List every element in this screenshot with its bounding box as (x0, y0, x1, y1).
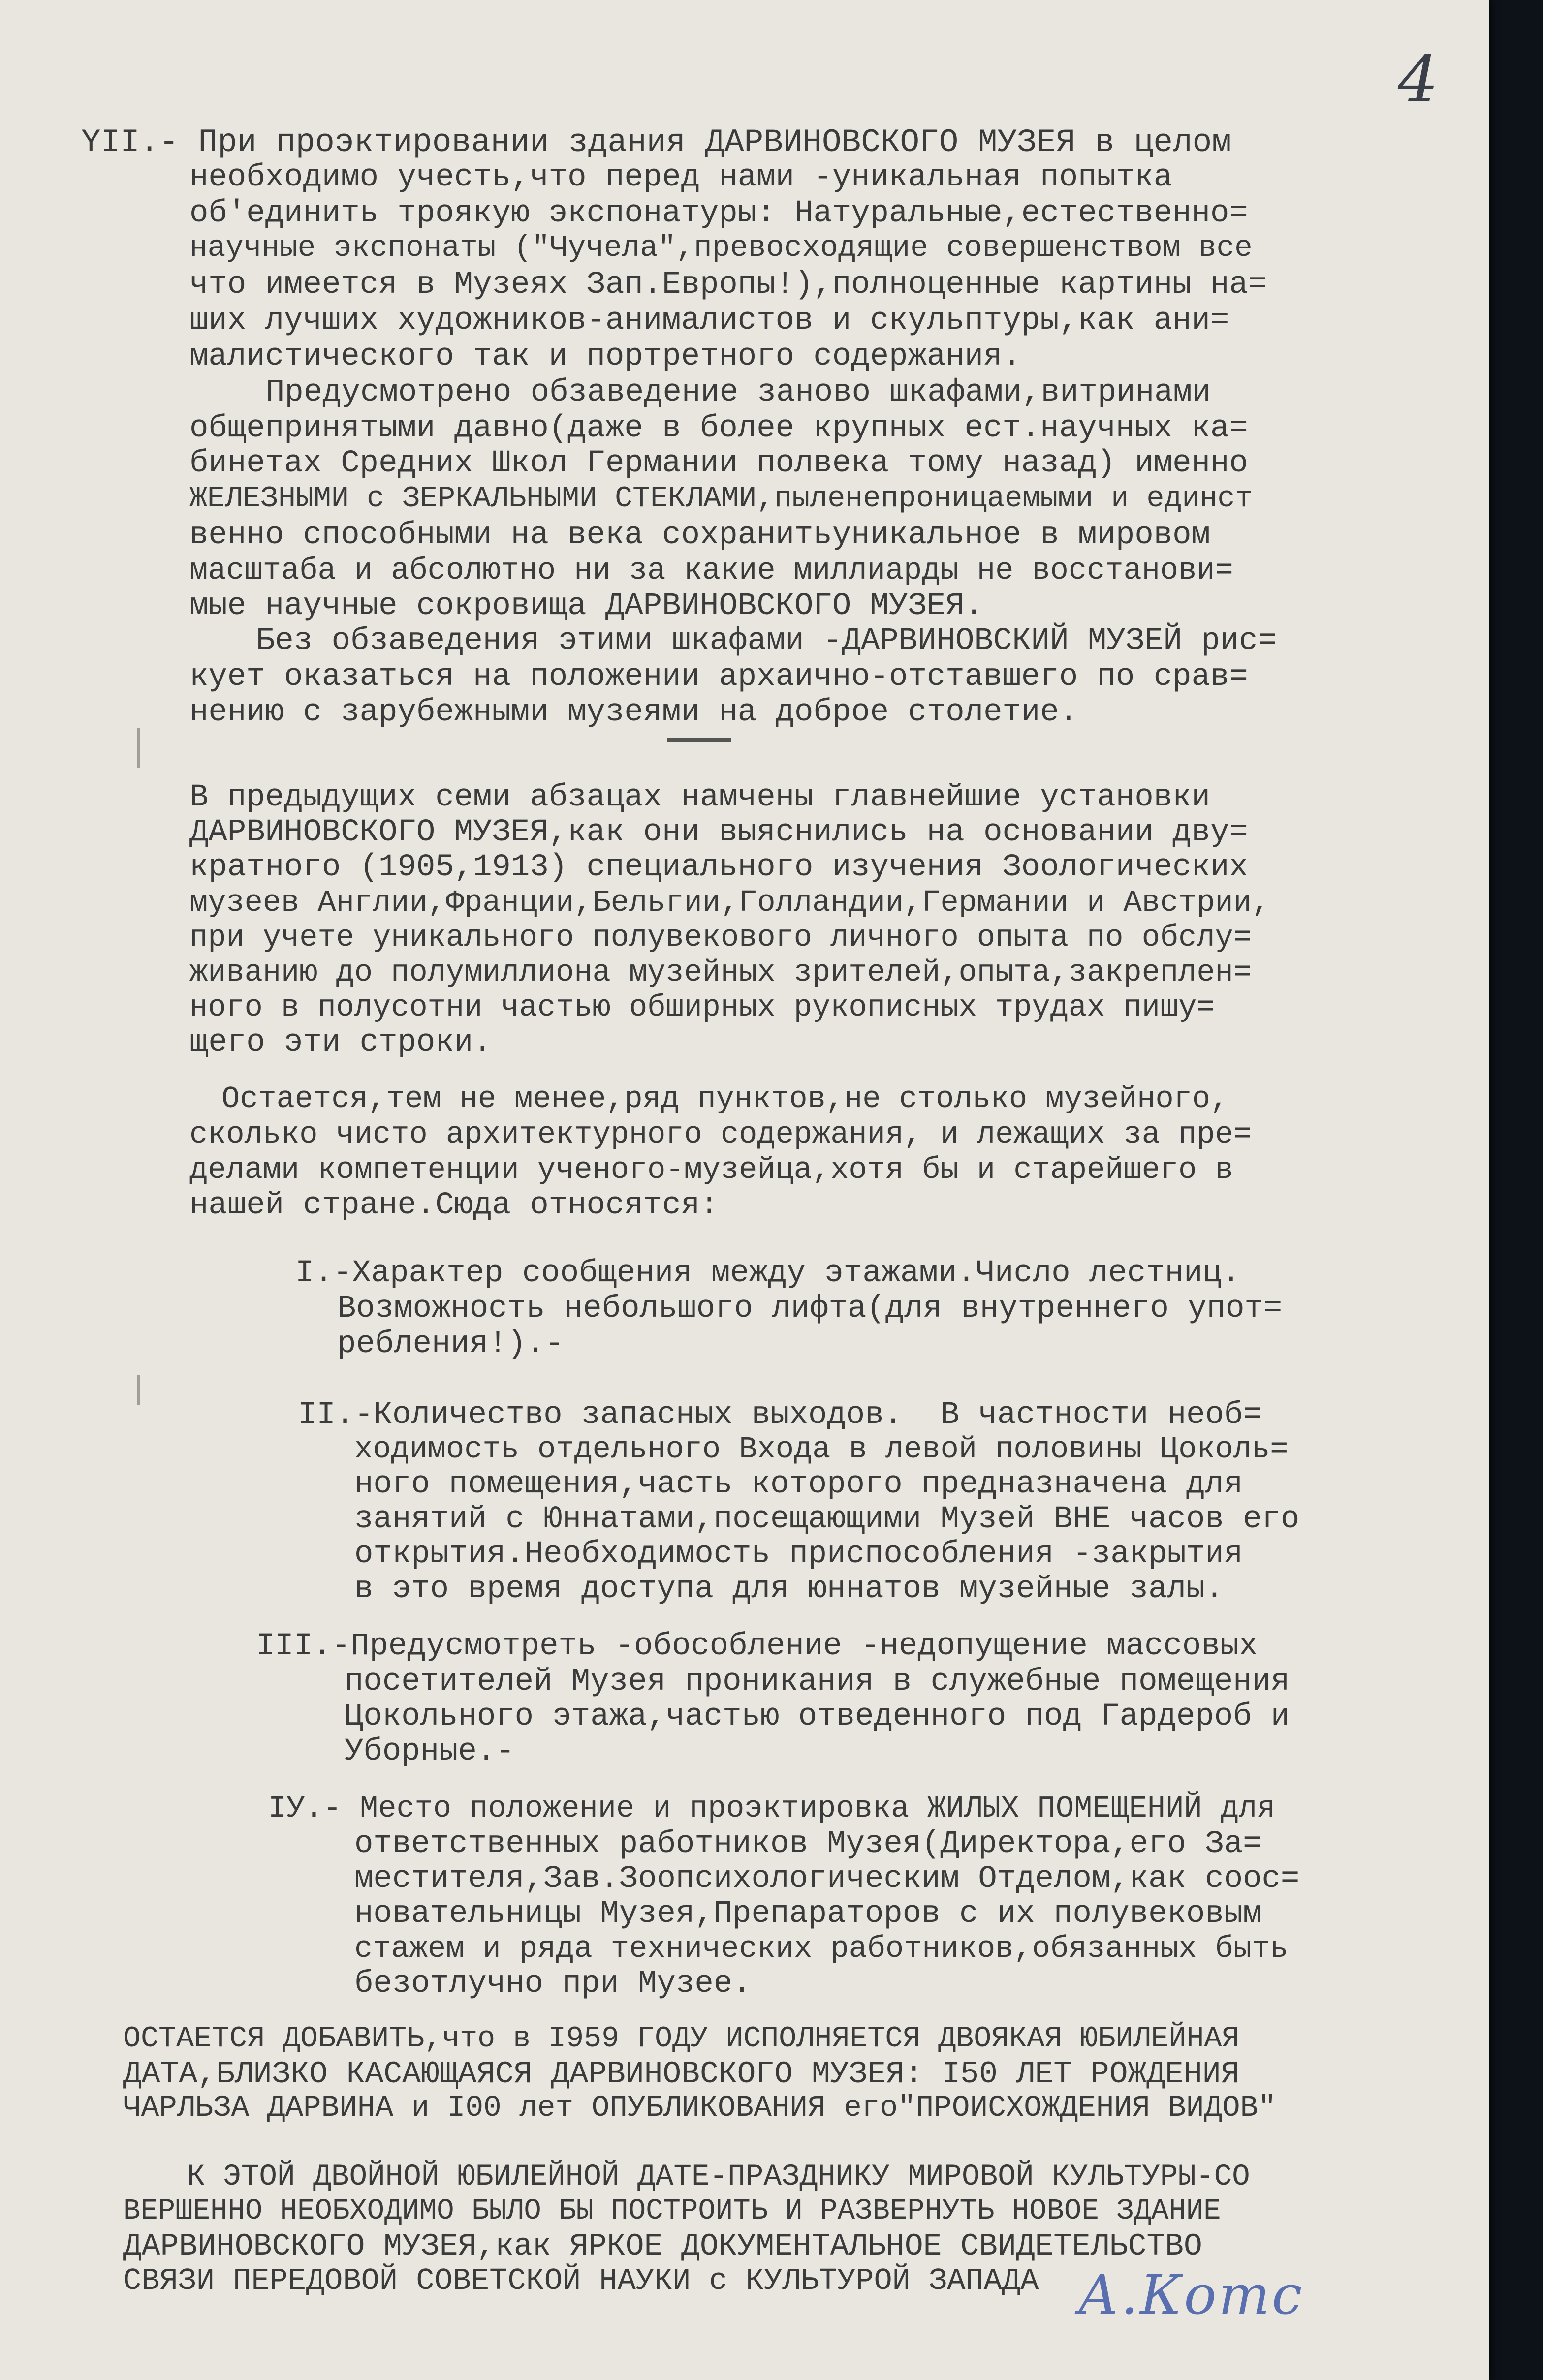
text-line: нашей стране.Сюда относятся: (189, 1188, 719, 1223)
text-line: что имеется в Музеях Зап.Европы!),полноценные картины на= (189, 267, 1267, 303)
text-line: IУ.- Место положение и проэктировка ЖИЛЫХ ПОМЕЩЕНИЙ для (268, 1791, 1276, 1826)
text-line: местителя,Зав.Зоопсихологическим Отделом,как соос= (354, 1861, 1300, 1897)
text-line: ЧАРЛЬЗА ДАРВИНА и I00 лет ОПУБЛИКОВАНИЯ его"ПРОИСХОЖДЕНИЯ ВИДОВ" (123, 2091, 1276, 2125)
page-number: 4 (1398, 42, 1439, 117)
text-line: в это время доступа для юннатов музейные залы. (354, 1572, 1224, 1607)
text-line: ДАРВИНОВСКОГО МУЗЕЯ,как ЯРКОЕ ДОКУМЕНТАЛЬНОЕ СВИДЕТЕЛЬСТВО (123, 2229, 1202, 2264)
section-divider (667, 738, 731, 742)
text-line: I.-Характер сообщения между этажами.Число лестниц. (295, 1256, 1241, 1291)
text-line: ного в полусотни частью обширных рукописных трудах пишу= (189, 990, 1215, 1025)
text-line: YII.- При проэктировании здания ДАРВИНОВСКОГО МУЗЕЯ в целом (81, 124, 1231, 161)
text-line: научные экспонаты ("Чучела",превосходящие совершенством все (189, 231, 1253, 265)
text-line: Без обзаведения этими шкафами -ДАРВИНОВСКИЙ МУЗЕЙ рис= (256, 623, 1277, 659)
text-line: бинетах Средних Школ Германии полвека тому назад) именно (189, 446, 1248, 481)
text-line: СВЯЗИ ПЕРЕДОВОЙ СОВЕТСКОЙ НАУКИ с КУЛЬТУРОЙ ЗАПАДА (123, 2263, 1039, 2298)
text-line: необходимо учесть,что перед нами -уникальная попытка (189, 160, 1173, 195)
text-line: ДАРВИНОВСКОГО МУЗЕЯ,как они выяснились на основании дву= (189, 815, 1248, 850)
text-line: ших лучших художников-анималистов и скульптуры,как ани= (189, 303, 1229, 339)
text-line: Остается,тем не менее,ряд пунктов,не столько музейного, (221, 1082, 1229, 1116)
text-line: кует оказаться на положении архаично-отставшего по срав= (189, 659, 1248, 695)
text-line: ного помещения,часть которого предназначена для (354, 1467, 1243, 1502)
text-line: посетителей Музея проникания в служебные помещения (345, 1664, 1290, 1700)
text-line: музеев Англии,Франции,Бельгии,Голландии,Германии и Австрии, (189, 885, 1270, 920)
text-line: II.-Количество запасных выходов. В частности необ= (298, 1397, 1262, 1433)
margin-mark (137, 728, 140, 768)
text-line: Предусмотрено обзаведение заново шкафами,витринами (266, 375, 1211, 410)
text-line: венно способными на века сохранитьуникальное в мировом (189, 518, 1210, 553)
text-line: делами компетенции ученого-музейца,хотя бы и старейшего в (189, 1152, 1233, 1187)
text-line: открытия.Необходимость приспособления -закрытия (354, 1537, 1243, 1572)
text-line: Цокольного этажа,частью отведенного под Гардероб и (345, 1699, 1290, 1734)
text-line: В предыдущих семи абзацах намчены главнейшие установки (189, 780, 1210, 815)
text-line: сколько чисто архитектурного содержания, и лежащих за пре= (189, 1117, 1252, 1152)
text-line: общепринятыми давно(даже в более крупных ест.научных ка= (189, 411, 1248, 446)
text-line: безотлучно при Музее. (354, 1966, 752, 2002)
text-line: новательницы Музея,Препараторов с их полувековым (354, 1896, 1262, 1932)
text-line: нению с зарубежными музеями на доброе столетие. (189, 695, 1078, 730)
text-line: масштаба и абсолютно ни за какие миллиарды не восстанови= (189, 553, 1233, 588)
text-line: ребления!).- (337, 1327, 564, 1362)
text-line: кратного (1905,1913) специального изучения Зоологических (189, 850, 1248, 885)
text-line: ОСТАЕТСЯ ДОБАВИТЬ,что в I959 ГОДУ ИСПОЛНЯЕТСЯ ДВОЯКАЯ ЮБИЛЕЙНАЯ (123, 2022, 1240, 2056)
text-line: ходимость отдельного Входа в левой половины Цоколь= (354, 1432, 1289, 1467)
text-line: щего эти строки. (189, 1025, 492, 1060)
margin-mark (137, 1375, 140, 1405)
text-line: стажем и ряда технических работников,обязанных быть (354, 1931, 1289, 1966)
text-line: К ЭТОЙ ДВОЙНОЙ ЮБИЛЕЙНОЙ ДАТЕ-ПРАЗДНИКУ МИРОВОЙ КУЛЬТУРЫ-СО (187, 2160, 1250, 2194)
text-line: ЖЕЛЕЗНЫМИ с ЗЕРКАЛЬНЫМИ СТЕКЛАМИ,пыленепроницаемыми и единст (189, 482, 1253, 516)
text-line: об'единить троякую экспонатуры: Натуральные,естественно= (189, 196, 1248, 231)
text-line: ответственных работников Музея(Директора,его За= (354, 1826, 1262, 1862)
text-line: ДАТА,БЛИЗКО КАСАЮЩАЯСЯ ДАРВИНОВСКОГО МУЗЕЯ: I50 ЛЕТ РОЖДЕНИЯ (123, 2057, 1240, 2092)
text-line: при учете уникального полувекового личного опыта по обслу= (189, 920, 1252, 955)
text-line: III.-Предусмотреть -обособление -недопущение массовых (256, 1629, 1258, 1664)
text-line: живанию до полумиллиона музейных зрителей,опыта,закреплен= (189, 955, 1252, 990)
text-line: мые научные сокровища ДАРВИНОВСКОГО МУЗЕЯ. (189, 588, 984, 624)
text-line: занятий с Юннатами,посещающими Музей ВНЕ часов его (354, 1502, 1300, 1537)
text-line: Возможность небольшого лифта(для внутреннего упот= (337, 1291, 1283, 1327)
text-line: малистического так и портретного содержания. (189, 339, 1021, 374)
text-line: Уборные.- (345, 1734, 515, 1769)
handwritten-signature: А.Котс (1078, 2263, 1304, 2326)
text-line: ВЕРШЕННО НЕОБХОДИМО БЫЛО БЫ ПОСТРОИТЬ И РАЗВЕРНУТЬ НОВОЕ ЗДАНИЕ (123, 2195, 1221, 2227)
